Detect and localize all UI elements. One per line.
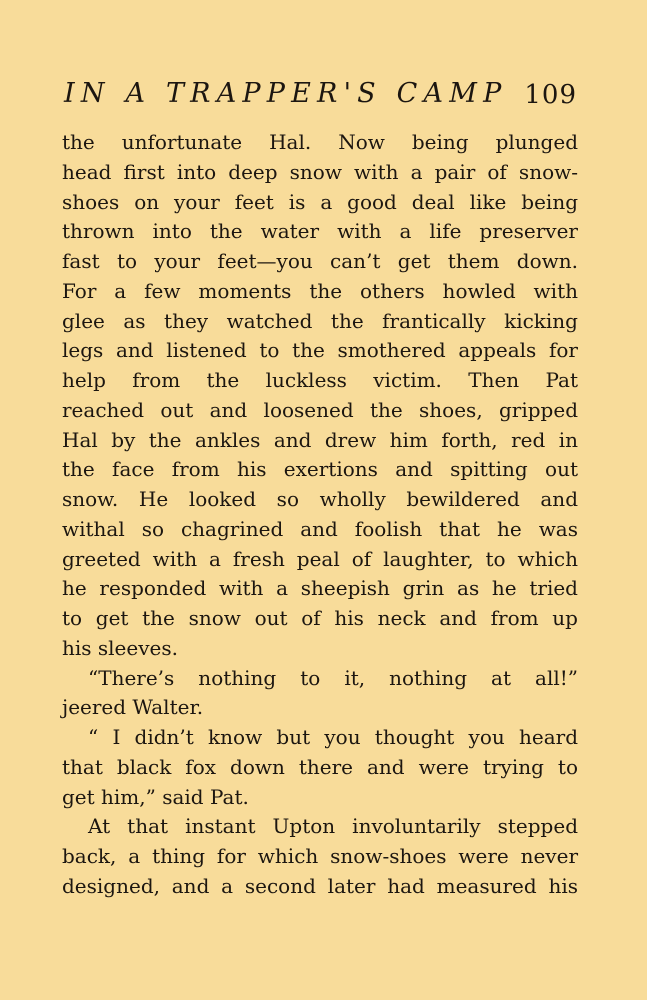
text-line: reached out and loosened the shoes, gripped — [62, 397, 578, 422]
text-line: help from the luckless victim. Then Pat — [62, 368, 578, 392]
text-line: snow. He looked so wholly bewildered and — [62, 487, 578, 511]
text-line: withal so chagrined and foolish that he was — [62, 516, 578, 541]
page-number: 109 — [524, 80, 577, 110]
text-line: jeered Walter. — [62, 695, 204, 720]
text-line: fast to your feet—you can’t get them down. — [62, 249, 578, 273]
page-header — [64, 78, 577, 118]
text-line: greeted with a fresh peal of laughter, to which — [62, 546, 578, 571]
text-line: For a few moments the others howled with — [62, 278, 578, 303]
text-line: At that instant Upton involuntarily stepped — [88, 814, 578, 839]
text-line: his sleeves. — [62, 635, 178, 660]
text-line: to get the snow out of his neck and from up — [62, 606, 578, 630]
text-line: “There’s nothing to it, nothing at all!” — [88, 665, 578, 690]
text-line: the unfortunate Hal. Now being plunged — [62, 130, 578, 154]
text-line: head first into deep snow with a pair of snow- — [62, 159, 578, 184]
text-line: get him,” said Pat. — [62, 784, 249, 809]
running-head: IN A TRAPPER'S CAMP — [64, 78, 508, 109]
text-line: “ I didn’t know but you thought you heard — [88, 725, 578, 749]
text-line: Hal by the ankles and drew him forth, red in — [62, 427, 578, 452]
text-line: the face from his exertions and spitting out — [62, 457, 578, 482]
text-line: that black fox down there and were trying to — [62, 754, 578, 779]
body-text — [62, 128, 578, 902]
text-line: glee as they watched the frantically kicking — [62, 308, 578, 333]
text-line: thrown into the water with a life preserver — [62, 219, 578, 244]
text-line: he responded with a sheepish grin as he tried — [62, 576, 578, 601]
text-line: designed, and a second later had measured his — [62, 873, 578, 898]
text-line: shoes on your feet is a good deal like being — [62, 189, 578, 214]
text-line: legs and listened to the smothered appeals for — [62, 338, 578, 363]
text-line: back, a thing for which snow-shoes were never — [62, 844, 578, 868]
